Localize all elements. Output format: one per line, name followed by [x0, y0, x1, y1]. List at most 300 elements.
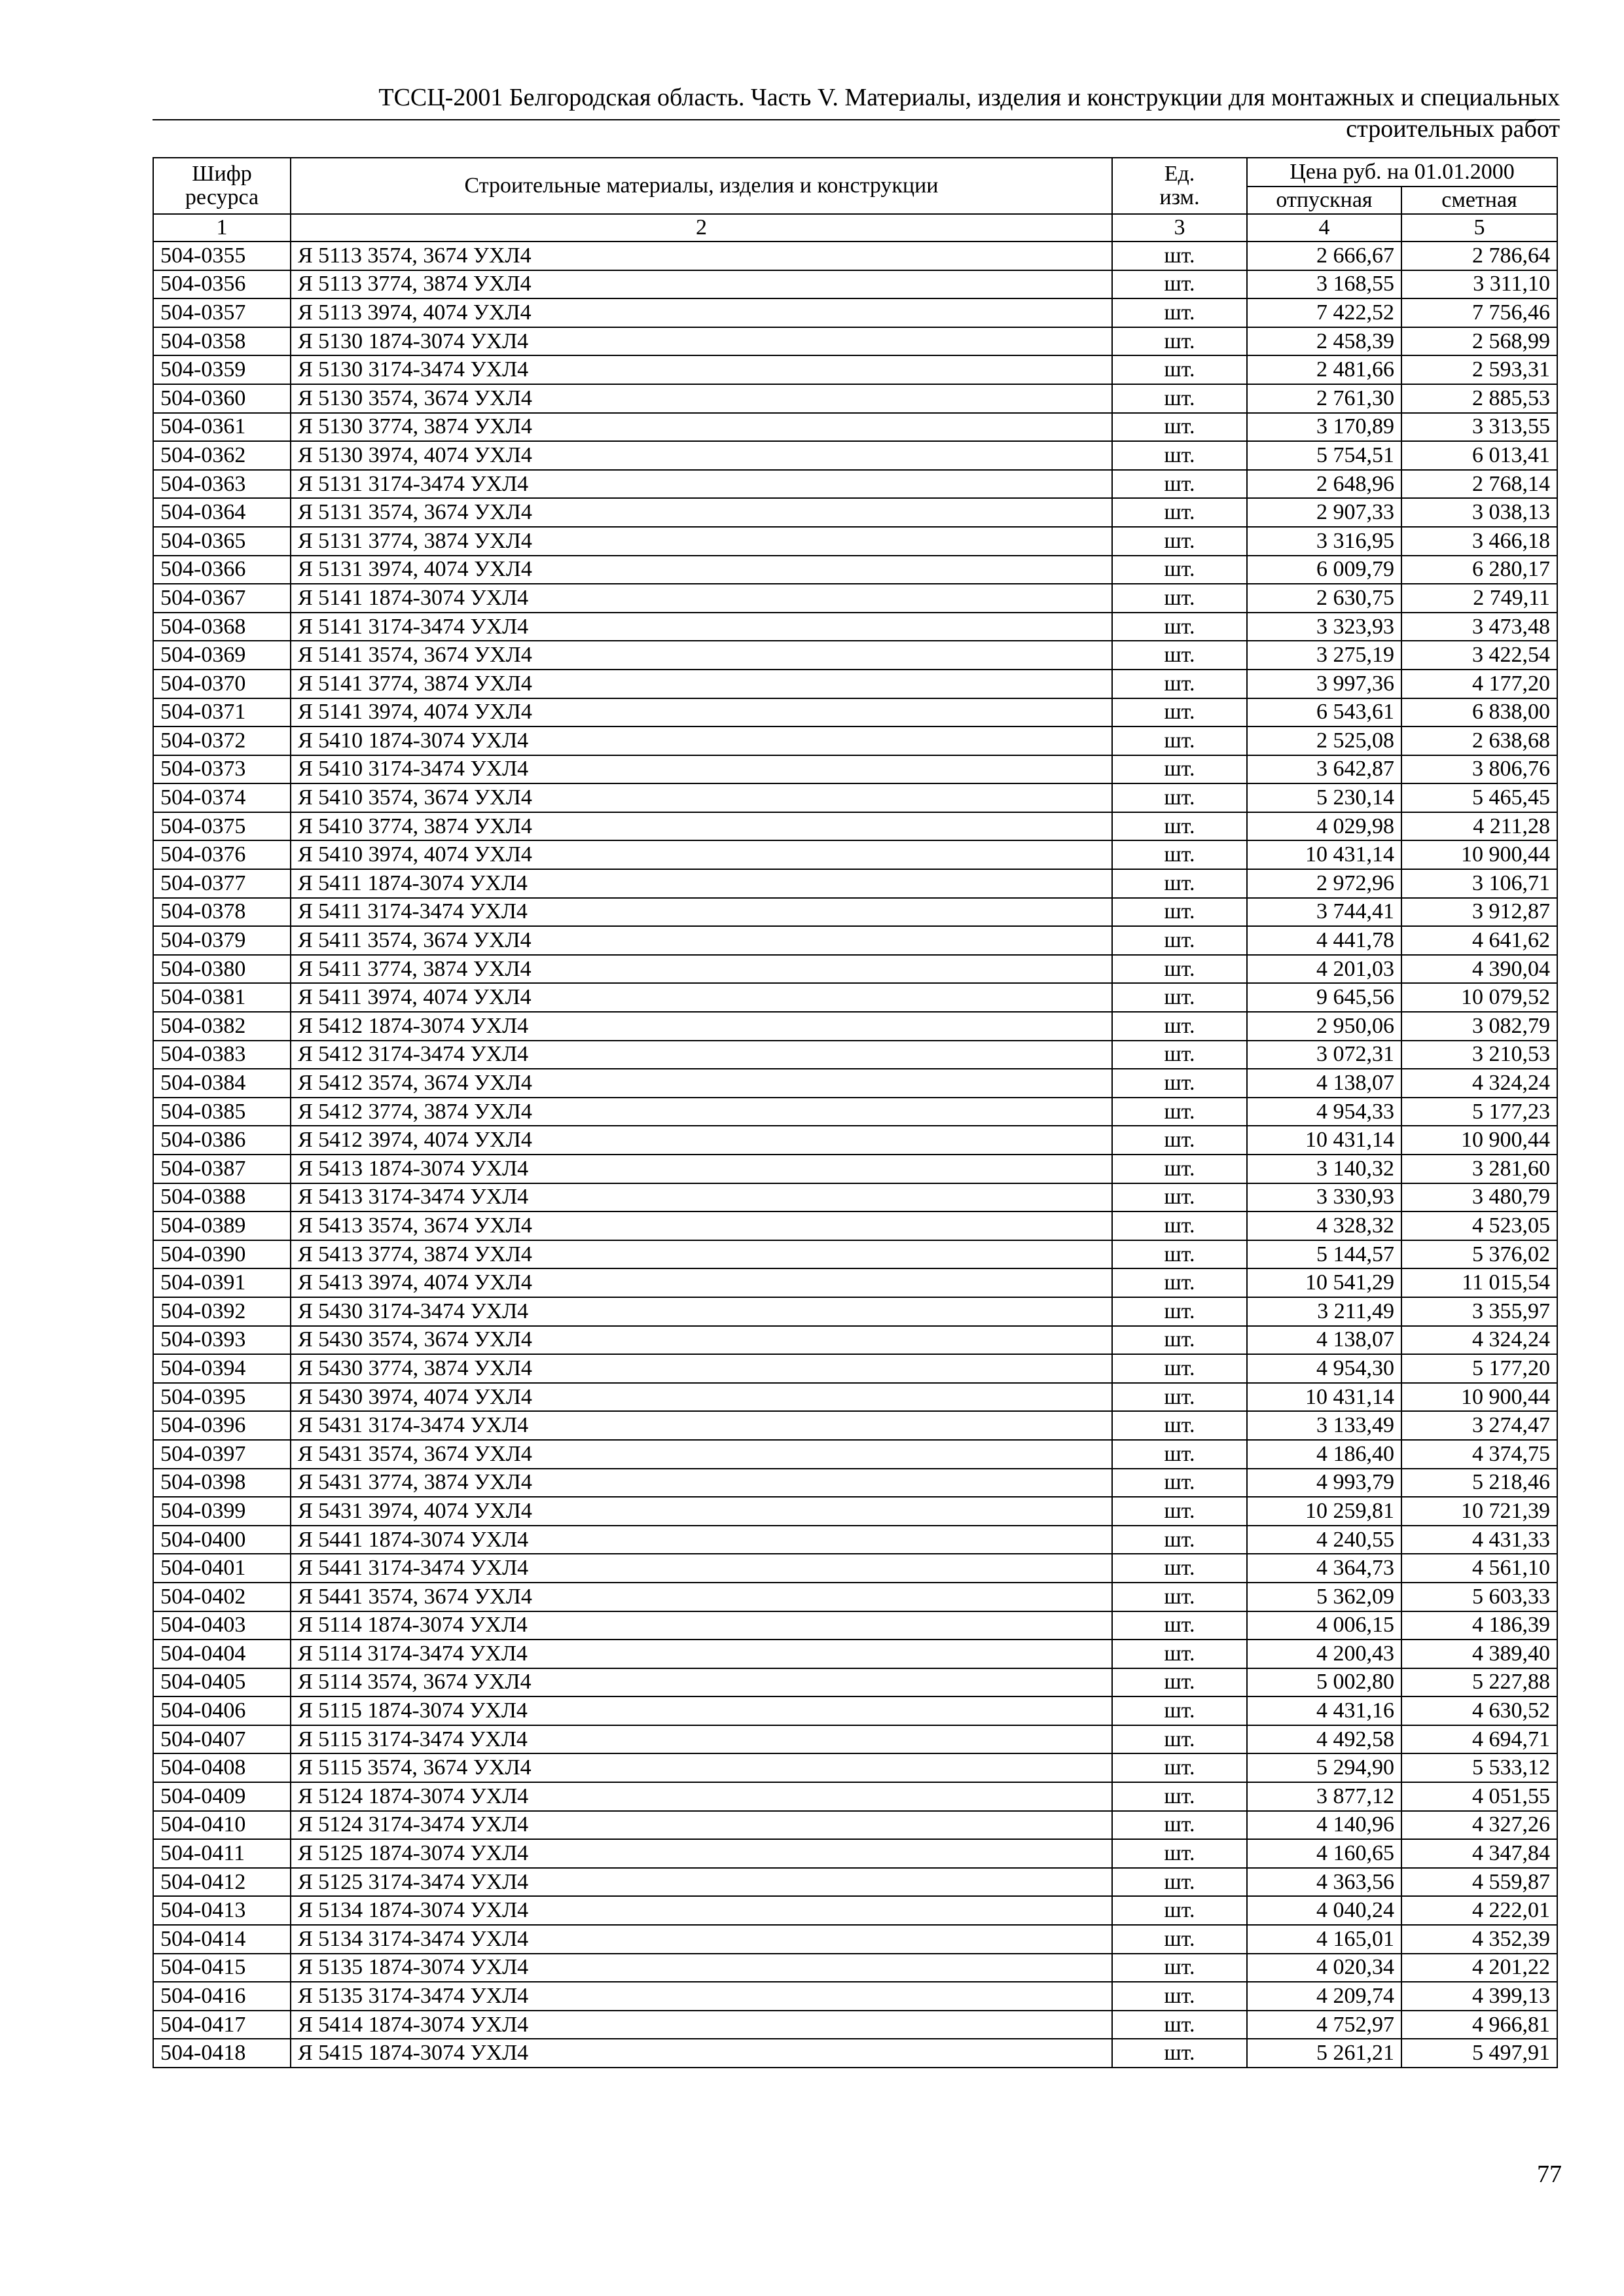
wholesale-price-cell: 2 666,67	[1247, 242, 1401, 270]
resource-code-cell: 504-0391	[153, 1268, 291, 1297]
table-row	[153, 470, 1557, 499]
estimate-price-cell: 4 201,22	[1401, 1954, 1557, 1982]
table-row	[153, 641, 1557, 670]
material-name-cell: Я 5430 3974, 4074 УХЛ4	[291, 1383, 1112, 1412]
unit-cell: шт.	[1112, 641, 1247, 670]
resource-code-cell: 504-0393	[153, 1326, 291, 1355]
wholesale-price-cell: 4 140,96	[1247, 1811, 1401, 1840]
table-row	[153, 1782, 1557, 1811]
column-number: 5	[1401, 214, 1557, 242]
unit-cell: шт.	[1112, 698, 1247, 727]
resource-code-cell: 504-0380	[153, 955, 291, 984]
resource-code-cell: 504-0359	[153, 355, 291, 384]
estimate-price-cell: 4 347,84	[1401, 1839, 1557, 1868]
table-row	[153, 670, 1557, 698]
estimate-price-cell: 5 177,23	[1401, 1098, 1557, 1126]
wholesale-price-cell: 4 006,15	[1247, 1611, 1401, 1640]
header-price-group: Цена руб. на 01.01.2000	[1247, 158, 1557, 187]
wholesale-price-cell: 5 754,51	[1247, 441, 1401, 470]
material-name-cell: Я 5114 1874-3074 УХЛ4	[291, 1611, 1112, 1640]
wholesale-price-cell: 3 170,89	[1247, 413, 1401, 442]
table-row	[153, 384, 1557, 413]
estimate-price-cell: 10 079,52	[1401, 983, 1557, 1012]
resource-code-cell: 504-0394	[153, 1354, 291, 1383]
resource-code-cell: 504-0412	[153, 1868, 291, 1897]
material-name-cell: Я 5411 3174-3474 УХЛ4	[291, 898, 1112, 927]
table-row	[153, 1268, 1557, 1297]
material-name-cell: Я 5411 3974, 4074 УХЛ4	[291, 983, 1112, 1012]
resource-code-cell: 504-0396	[153, 1411, 291, 1440]
wholesale-price-cell: 2 950,06	[1247, 1012, 1401, 1041]
unit-cell: шт.	[1112, 1782, 1247, 1811]
table-row	[153, 812, 1557, 841]
header-title-line1: ТССЦ-2001 Белгородская область. Часть V. Материалы, изделия и конструкции для монтажных и специальных	[378, 84, 1560, 111]
table-row	[153, 1183, 1557, 1212]
wholesale-price-cell: 4 240,55	[1247, 1526, 1401, 1554]
unit-cell: шт.	[1112, 242, 1247, 270]
resource-code-cell: 504-0397	[153, 1440, 291, 1469]
resource-code-cell: 504-0418	[153, 2039, 291, 2068]
header-unit: Ед. изм.	[1112, 158, 1247, 214]
table-row	[153, 1954, 1557, 1982]
resource-code-cell: 504-0366	[153, 556, 291, 584]
unit-cell: шт.	[1112, 1896, 1247, 1925]
wholesale-price-cell: 9 645,56	[1247, 983, 1401, 1012]
unit-cell: шт.	[1112, 1268, 1247, 1297]
resource-code-cell: 504-0378	[153, 898, 291, 927]
unit-cell: шт.	[1112, 327, 1247, 356]
unit-cell: шт.	[1112, 1183, 1247, 1212]
resource-code-cell: 504-0385	[153, 1098, 291, 1126]
table-row	[153, 1696, 1557, 1725]
resource-code-cell: 504-0410	[153, 1811, 291, 1840]
resource-code-cell: 504-0369	[153, 641, 291, 670]
resource-code-cell: 504-0409	[153, 1782, 291, 1811]
wholesale-price-cell: 3 316,95	[1247, 527, 1401, 556]
wholesale-price-cell: 3 642,87	[1247, 755, 1401, 784]
material-name-cell: Я 5413 1874-3074 УХЛ4	[291, 1155, 1112, 1183]
material-name-cell: Я 5134 3174-3474 УХЛ4	[291, 1925, 1112, 1954]
wholesale-price-cell: 7 422,52	[1247, 298, 1401, 327]
table-row	[153, 1554, 1557, 1583]
table-row	[153, 613, 1557, 641]
material-name-cell: Я 5141 3774, 3874 УХЛ4	[291, 670, 1112, 698]
resource-code-cell: 504-0367	[153, 584, 291, 613]
table-row	[153, 584, 1557, 613]
estimate-price-cell: 4 431,33	[1401, 1526, 1557, 1554]
resource-code-cell: 504-0383	[153, 1041, 291, 1069]
unit-cell: шт.	[1112, 384, 1247, 413]
material-name-cell: Я 5130 1874-3074 УХЛ4	[291, 327, 1112, 356]
table-row	[153, 898, 1557, 927]
unit-cell: шт.	[1112, 441, 1247, 470]
material-name-cell: Я 5130 3774, 3874 УХЛ4	[291, 413, 1112, 442]
wholesale-price-cell: 4 138,07	[1247, 1326, 1401, 1355]
wholesale-price-cell: 4 209,74	[1247, 1982, 1401, 2011]
estimate-price-cell: 3 473,48	[1401, 613, 1557, 641]
unit-cell: шт.	[1112, 1753, 1247, 1782]
table-row	[153, 1925, 1557, 1954]
resource-code-cell: 504-0357	[153, 298, 291, 327]
unit-cell: шт.	[1112, 556, 1247, 584]
resource-code-cell: 504-0395	[153, 1383, 291, 1412]
resource-code-cell: 504-0371	[153, 698, 291, 727]
unit-cell: шт.	[1112, 1583, 1247, 1611]
material-name-cell: Я 5414 1874-3074 УХЛ4	[291, 2011, 1112, 2039]
estimate-price-cell: 5 177,20	[1401, 1354, 1557, 1383]
resource-code-cell: 504-0406	[153, 1696, 291, 1725]
table-row	[153, 1640, 1557, 1668]
wholesale-price-cell: 4 328,32	[1247, 1211, 1401, 1240]
estimate-price-cell: 4 641,62	[1401, 926, 1557, 955]
table-row	[153, 840, 1557, 869]
material-name-cell: Я 5431 3774, 3874 УХЛ4	[291, 1469, 1112, 1498]
estimate-price-cell: 4 694,71	[1401, 1725, 1557, 1754]
wholesale-price-cell: 4 165,01	[1247, 1925, 1401, 1954]
wholesale-price-cell: 5 002,80	[1247, 1668, 1401, 1697]
wholesale-price-cell: 3 211,49	[1247, 1297, 1401, 1326]
estimate-price-cell: 10 721,39	[1401, 1497, 1557, 1526]
wholesale-price-cell: 4 954,30	[1247, 1354, 1401, 1383]
unit-cell: шт.	[1112, 1526, 1247, 1554]
material-name-cell: Я 5115 3174-3474 УХЛ4	[291, 1725, 1112, 1754]
unit-cell: шт.	[1112, 1668, 1247, 1697]
estimate-price-cell: 4 352,39	[1401, 1925, 1557, 1954]
material-name-cell: Я 5124 1874-3074 УХЛ4	[291, 1782, 1112, 1811]
resource-code-cell: 504-0403	[153, 1611, 291, 1640]
column-number: 2	[291, 214, 1112, 242]
wholesale-price-cell: 5 261,21	[1247, 2039, 1401, 2068]
resource-code-cell: 504-0392	[153, 1297, 291, 1326]
resource-code-cell: 504-0363	[153, 470, 291, 499]
table-row	[153, 1211, 1557, 1240]
estimate-price-cell: 4 324,24	[1401, 1326, 1557, 1355]
unit-cell: шт.	[1112, 2039, 1247, 2068]
table-row	[153, 1155, 1557, 1183]
wholesale-price-cell: 3 168,55	[1247, 270, 1401, 299]
material-name-cell: Я 5430 3574, 3674 УХЛ4	[291, 1326, 1112, 1355]
estimate-price-cell: 5 227,88	[1401, 1668, 1557, 1697]
wholesale-price-cell: 4 200,43	[1247, 1640, 1401, 1668]
estimate-price-cell: 4 222,01	[1401, 1896, 1557, 1925]
table-row	[153, 1868, 1557, 1897]
unit-cell: шт.	[1112, 1696, 1247, 1725]
unit-cell: шт.	[1112, 1297, 1247, 1326]
material-name-cell: Я 5413 3174-3474 УХЛ4	[291, 1183, 1112, 1212]
resource-code-cell: 504-0368	[153, 613, 291, 641]
wholesale-price-cell: 4 029,98	[1247, 812, 1401, 841]
material-name-cell: Я 5441 1874-3074 УХЛ4	[291, 1526, 1112, 1554]
unit-cell: шт.	[1112, 926, 1247, 955]
material-name-cell: Я 5411 3774, 3874 УХЛ4	[291, 955, 1112, 984]
estimate-price-cell: 2 786,64	[1401, 242, 1557, 270]
unit-cell: шт.	[1112, 1069, 1247, 1098]
material-name-cell: Я 5412 3574, 3674 УХЛ4	[291, 1069, 1112, 1098]
resource-code-cell: 504-0365	[153, 527, 291, 556]
estimate-price-cell: 5 218,46	[1401, 1469, 1557, 1498]
unit-cell: шт.	[1112, 755, 1247, 784]
table-row	[153, 1440, 1557, 1469]
resource-code-cell: 504-0388	[153, 1183, 291, 1212]
table-row	[153, 1982, 1557, 2011]
unit-cell: шт.	[1112, 955, 1247, 984]
material-name-cell: Я 5413 3974, 4074 УХЛ4	[291, 1268, 1112, 1297]
material-name-cell: Я 5113 3774, 3874 УХЛ4	[291, 270, 1112, 299]
table-row	[153, 1811, 1557, 1840]
table-row	[153, 1383, 1557, 1412]
material-name-cell: Я 5410 3574, 3674 УХЛ4	[291, 783, 1112, 812]
estimate-price-cell: 3 912,87	[1401, 898, 1557, 927]
estimate-price-cell: 4 390,04	[1401, 955, 1557, 984]
estimate-price-cell: 3 281,60	[1401, 1155, 1557, 1183]
unit-cell: шт.	[1112, 355, 1247, 384]
wholesale-price-cell: 3 744,41	[1247, 898, 1401, 927]
resource-code-cell: 504-0356	[153, 270, 291, 299]
material-name-cell: Я 5410 3774, 3874 УХЛ4	[291, 812, 1112, 841]
resource-code-cell: 504-0389	[153, 1211, 291, 1240]
material-name-cell: Я 5410 3174-3474 УХЛ4	[291, 755, 1112, 784]
header-estimate-price: сметная	[1401, 187, 1557, 214]
resource-code-cell: 504-0370	[153, 670, 291, 698]
header-materials: Строительные материалы, изделия и конструкции	[291, 158, 1112, 214]
estimate-price-cell: 3 311,10	[1401, 270, 1557, 299]
estimate-price-cell: 3 480,79	[1401, 1183, 1557, 1212]
table-row	[153, 1354, 1557, 1383]
wholesale-price-cell: 2 481,66	[1247, 355, 1401, 384]
estimate-price-cell: 2 749,11	[1401, 584, 1557, 613]
estimate-price-cell: 11 015,54	[1401, 1268, 1557, 1297]
estimate-price-cell: 4 399,13	[1401, 1982, 1557, 2011]
unit-cell: шт.	[1112, 498, 1247, 527]
unit-cell: шт.	[1112, 1383, 1247, 1412]
resource-code-cell: 504-0376	[153, 840, 291, 869]
unit-cell: шт.	[1112, 1925, 1247, 1954]
table-row	[153, 1839, 1557, 1868]
wholesale-price-cell: 2 525,08	[1247, 726, 1401, 755]
wholesale-price-cell: 2 907,33	[1247, 498, 1401, 527]
material-name-cell: Я 5115 3574, 3674 УХЛ4	[291, 1753, 1112, 1782]
material-name-cell: Я 5412 3174-3474 УХЛ4	[291, 1041, 1112, 1069]
unit-cell: шт.	[1112, 1640, 1247, 1668]
resource-code-cell: 504-0416	[153, 1982, 291, 2011]
material-name-cell: Я 5141 3974, 4074 УХЛ4	[291, 698, 1112, 727]
wholesale-price-cell: 4 138,07	[1247, 1069, 1401, 1098]
column-number: 1	[153, 214, 291, 242]
table-row	[153, 1069, 1557, 1098]
table-row	[153, 1098, 1557, 1126]
unit-cell: шт.	[1112, 1041, 1247, 1069]
wholesale-price-cell: 4 363,56	[1247, 1868, 1401, 1897]
estimate-price-cell: 5 603,33	[1401, 1583, 1557, 1611]
table-row	[153, 270, 1557, 299]
material-name-cell: Я 5413 3574, 3674 УХЛ4	[291, 1211, 1112, 1240]
material-name-cell: Я 5411 1874-3074 УХЛ4	[291, 869, 1112, 898]
material-name-cell: Я 5124 3174-3474 УХЛ4	[291, 1811, 1112, 1840]
table-row	[153, 527, 1557, 556]
table-row	[153, 955, 1557, 984]
wholesale-price-cell: 2 458,39	[1247, 327, 1401, 356]
estimate-price-cell: 3 313,55	[1401, 413, 1557, 442]
header-resource-code: Шифр ресурса	[153, 158, 291, 214]
material-name-cell: Я 5412 3774, 3874 УХЛ4	[291, 1098, 1112, 1126]
estimate-price-cell: 2 593,31	[1401, 355, 1557, 384]
estimate-price-cell: 3 038,13	[1401, 498, 1557, 527]
estimate-price-cell: 3 422,54	[1401, 641, 1557, 670]
table-row	[153, 783, 1557, 812]
wholesale-price-cell: 10 431,14	[1247, 1126, 1401, 1155]
resource-code-cell: 504-0360	[153, 384, 291, 413]
unit-cell: шт.	[1112, 1126, 1247, 1155]
estimate-price-cell: 5 465,45	[1401, 783, 1557, 812]
material-name-cell: Я 5113 3974, 4074 УХЛ4	[291, 298, 1112, 327]
unit-cell: шт.	[1112, 1354, 1247, 1383]
column-number: 4	[1247, 214, 1401, 242]
material-name-cell: Я 5135 3174-3474 УХЛ4	[291, 1982, 1112, 2011]
wholesale-price-cell: 2 648,96	[1247, 470, 1401, 499]
table-row	[153, 1326, 1557, 1355]
unit-cell: шт.	[1112, 1725, 1247, 1754]
wholesale-price-cell: 4 954,33	[1247, 1098, 1401, 1126]
resource-code-cell: 504-0375	[153, 812, 291, 841]
wholesale-price-cell: 2 761,30	[1247, 384, 1401, 413]
wholesale-price-cell: 3 133,49	[1247, 1411, 1401, 1440]
material-name-cell: Я 5141 3174-3474 УХЛ4	[291, 613, 1112, 641]
resource-code-cell: 504-0399	[153, 1497, 291, 1526]
table-row	[153, 1668, 1557, 1697]
resource-code-cell: 504-0384	[153, 1069, 291, 1098]
table-row	[153, 1526, 1557, 1554]
estimate-price-cell: 3 355,97	[1401, 1297, 1557, 1326]
unit-cell: шт.	[1112, 1839, 1247, 1868]
unit-cell: шт.	[1112, 1155, 1247, 1183]
resource-code-cell: 504-0387	[153, 1155, 291, 1183]
estimate-price-cell: 2 885,53	[1401, 384, 1557, 413]
table-row	[153, 1469, 1557, 1498]
table-row	[153, 498, 1557, 527]
material-name-cell: Я 5410 1874-3074 УХЛ4	[291, 726, 1112, 755]
wholesale-price-cell: 4 441,78	[1247, 926, 1401, 955]
wholesale-price-cell: 2 972,96	[1247, 869, 1401, 898]
estimate-price-cell: 6 013,41	[1401, 441, 1557, 470]
resource-code-cell: 504-0362	[153, 441, 291, 470]
resource-code-cell: 504-0374	[153, 783, 291, 812]
estimate-price-cell: 4 966,81	[1401, 2011, 1557, 2039]
table-row	[153, 1725, 1557, 1754]
estimate-price-cell: 3 274,47	[1401, 1411, 1557, 1440]
resource-code-cell: 504-0381	[153, 983, 291, 1012]
table-row	[153, 298, 1557, 327]
wholesale-price-cell: 4 364,73	[1247, 1554, 1401, 1583]
table-row	[153, 2039, 1557, 2068]
material-name-cell: Я 5130 3974, 4074 УХЛ4	[291, 441, 1112, 470]
unit-cell: шт.	[1112, 1012, 1247, 1041]
table-row	[153, 698, 1557, 727]
unit-cell: шт.	[1112, 812, 1247, 841]
unit-cell: шт.	[1112, 1469, 1247, 1498]
unit-cell: шт.	[1112, 298, 1247, 327]
wholesale-price-cell: 3 072,31	[1247, 1041, 1401, 1069]
table-row	[153, 242, 1557, 270]
material-name-cell: Я 5431 3974, 4074 УХЛ4	[291, 1497, 1112, 1526]
material-name-cell: Я 5131 3174-3474 УХЛ4	[291, 470, 1112, 499]
estimate-price-cell: 3 210,53	[1401, 1041, 1557, 1069]
resource-code-cell: 504-0364	[153, 498, 291, 527]
wholesale-price-cell: 10 431,14	[1247, 1383, 1401, 1412]
unit-cell: шт.	[1112, 584, 1247, 613]
material-name-cell: Я 5141 3574, 3674 УХЛ4	[291, 641, 1112, 670]
estimate-price-cell: 3 806,76	[1401, 755, 1557, 784]
wholesale-price-cell: 10 259,81	[1247, 1497, 1401, 1526]
resource-code-cell: 504-0407	[153, 1725, 291, 1754]
table-header	[153, 158, 1557, 242]
estimate-price-cell: 4 523,05	[1401, 1211, 1557, 1240]
resource-code-cell: 504-0355	[153, 242, 291, 270]
unit-cell: шт.	[1112, 1954, 1247, 1982]
material-name-cell: Я 5114 3174-3474 УХЛ4	[291, 1640, 1112, 1668]
wholesale-price-cell: 5 294,90	[1247, 1753, 1401, 1782]
estimate-price-cell: 3 466,18	[1401, 527, 1557, 556]
wholesale-price-cell: 4 752,97	[1247, 2011, 1401, 2039]
resource-code-cell: 504-0404	[153, 1640, 291, 1668]
resource-code-cell: 504-0379	[153, 926, 291, 955]
unit-cell: шт.	[1112, 670, 1247, 698]
table-row	[153, 1012, 1557, 1041]
table-row	[153, 1583, 1557, 1611]
estimate-price-cell: 4 559,87	[1401, 1868, 1557, 1897]
unit-cell: шт.	[1112, 270, 1247, 299]
material-name-cell: Я 5115 1874-3074 УХЛ4	[291, 1696, 1112, 1725]
wholesale-price-cell: 4 201,03	[1247, 955, 1401, 984]
unit-cell: шт.	[1112, 1211, 1247, 1240]
resource-code-cell: 504-0414	[153, 1925, 291, 1954]
unit-cell: шт.	[1112, 2011, 1247, 2039]
wholesale-price-cell: 3 140,32	[1247, 1155, 1401, 1183]
resource-code-cell: 504-0413	[153, 1896, 291, 1925]
material-name-cell: Я 5113 3574, 3674 УХЛ4	[291, 242, 1112, 270]
unit-cell: шт.	[1112, 613, 1247, 641]
page-number: 77	[1537, 2161, 1562, 2188]
material-name-cell: Я 5125 3174-3474 УХЛ4	[291, 1868, 1112, 1897]
header-rule	[153, 119, 1560, 120]
material-name-cell: Я 5412 1874-3074 УХЛ4	[291, 1012, 1112, 1041]
unit-cell: шт.	[1112, 1982, 1247, 2011]
wholesale-price-cell: 6 009,79	[1247, 556, 1401, 584]
table-row	[153, 556, 1557, 584]
wholesale-price-cell: 10 431,14	[1247, 840, 1401, 869]
resource-code-cell: 504-0372	[153, 726, 291, 755]
unit-cell: шт.	[1112, 1497, 1247, 1526]
wholesale-price-cell: 4 040,24	[1247, 1896, 1401, 1925]
unit-cell: шт.	[1112, 898, 1247, 927]
wholesale-price-cell: 3 877,12	[1247, 1782, 1401, 1811]
resource-code-cell: 504-0405	[153, 1668, 291, 1697]
material-name-cell: Я 5430 3174-3474 УХЛ4	[291, 1297, 1112, 1326]
unit-cell: шт.	[1112, 1868, 1247, 1897]
estimate-price-cell: 4 186,39	[1401, 1611, 1557, 1640]
estimate-price-cell: 2 638,68	[1401, 726, 1557, 755]
estimate-price-cell: 6 280,17	[1401, 556, 1557, 584]
material-name-cell: Я 5441 3174-3474 УХЛ4	[291, 1554, 1112, 1583]
table-row	[153, 983, 1557, 1012]
resource-code-cell: 504-0377	[153, 869, 291, 898]
material-name-cell: Я 5131 3774, 3874 УХЛ4	[291, 527, 1112, 556]
table-row	[153, 926, 1557, 955]
estimate-price-cell: 5 497,91	[1401, 2039, 1557, 2068]
unit-cell: шт.	[1112, 1098, 1247, 1126]
material-name-cell: Я 5430 3774, 3874 УХЛ4	[291, 1354, 1112, 1383]
material-name-cell: Я 5134 1874-3074 УХЛ4	[291, 1896, 1112, 1925]
material-name-cell: Я 5114 3574, 3674 УХЛ4	[291, 1668, 1112, 1697]
